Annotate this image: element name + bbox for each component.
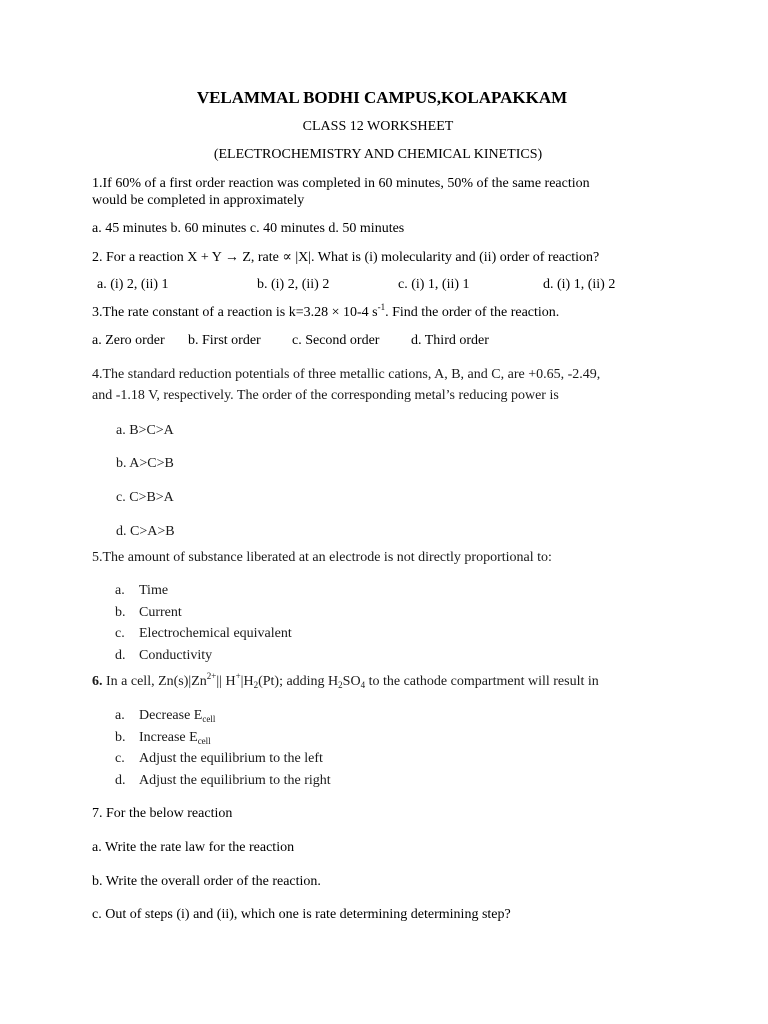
- list-marker: a.: [115, 583, 125, 598]
- class-title: CLASS 12 WORKSHEET: [302, 119, 454, 134]
- q2-text: 2. For a reaction X + Y → Z, rate ∝ |X|. What is (i) molecularity and (ii) order of reaction?: [92, 250, 600, 265]
- q6-text: [92, 673, 599, 690]
- q7-part-c: c. Out of steps (i) and (ii), which one is rate determining determining step?: [92, 907, 511, 922]
- option-text: Adjust the equilibrium to the left: [139, 751, 323, 766]
- option-text-main: Decrease E: [139, 708, 203, 723]
- q2-option-a: a. (i) 2, (ii) 1: [97, 277, 169, 292]
- q3-text-main: 3.The rate constant of a reaction is k=3.28 × 10-4 s: [92, 305, 378, 320]
- q6-text-part: In a cell, Zn(s)|Zn: [102, 674, 207, 689]
- q6-text-part: (Pt); adding H: [258, 674, 339, 689]
- option-text: Time: [139, 583, 169, 598]
- q6-subscript: 2: [253, 680, 259, 690]
- q4-line2: and -1.18 V, respectively. The order of the corresponding metal’s reducing power is: [92, 388, 559, 403]
- q6-superscript: 2+: [206, 671, 217, 681]
- q5-text: 5.The amount of substance liberated at an electrode is not directly proportional to:: [92, 550, 552, 565]
- q4-option-c: c. C>B>A: [116, 490, 174, 505]
- q3-text-superscript: -1: [377, 302, 386, 312]
- list-marker: c.: [115, 626, 125, 641]
- q6-text-part: to the cathode compartment will result in: [365, 674, 599, 689]
- list-marker: d.: [115, 647, 126, 663]
- q1-line2: would be completed in approximately: [92, 193, 305, 208]
- q3-option-a: a. Zero order: [92, 333, 165, 348]
- q3-option-b: b. First order: [188, 333, 261, 348]
- option-text-main: Increase E: [139, 729, 198, 745]
- q3-text: [92, 304, 559, 321]
- list-marker: d.: [115, 772, 126, 788]
- q1-line1: 1.If 60% of a first order reaction was completed in 60 minutes, 50% of the same reaction: [92, 176, 590, 191]
- q2-option-b: b. (i) 2, (ii) 2: [257, 277, 330, 292]
- option-subscript: cell: [197, 735, 211, 746]
- option-text: [139, 729, 211, 746]
- option-text: Conductivity: [139, 647, 213, 663]
- school-title: VELAMMAL BODHI CAMPUS,KOLAPAKKAM: [196, 88, 568, 107]
- q6-text-part: |H: [240, 674, 254, 689]
- q6-text-part: || H: [216, 674, 236, 689]
- option-text: Electrochemical equivalent: [139, 626, 292, 641]
- q2-option-d: d. (i) 1, (ii) 2: [543, 277, 616, 292]
- q7-text: 7. For the below reaction: [92, 806, 233, 821]
- q6-subscript: 4: [360, 680, 366, 690]
- q4-option-a: a. B>C>A: [116, 423, 174, 438]
- q4-line1: 4.The standard reduction potentials of three metallic cations, A, B, and C, are +0.65, -2.49,: [92, 367, 601, 382]
- q4-option-b: b. A>C>B: [116, 456, 174, 471]
- option-text: [139, 707, 215, 724]
- q6-subscript: 2: [338, 680, 343, 690]
- option-text: Adjust the equilibrium to the right: [139, 772, 331, 788]
- q1-options: a. 45 minutes b. 60 minutes c. 40 minutes d. 50 minutes: [92, 221, 405, 236]
- list-marker: b.: [115, 729, 126, 745]
- q7-part-b: b. Write the overall order of the reaction.: [92, 874, 321, 889]
- q3-option-c: c. Second order: [292, 333, 380, 348]
- q3-option-d: d. Third order: [411, 333, 489, 348]
- q4-option-d: d. C>A>B: [116, 524, 175, 539]
- subject-title: (ELECTROCHEMISTRY AND CHEMICAL KINETICS): [213, 147, 543, 162]
- q2-option-c: c. (i) 1, (ii) 1: [398, 277, 470, 292]
- q7-part-a: a. Write the rate law for the reaction: [92, 840, 295, 855]
- list-marker: b.: [115, 604, 126, 620]
- list-marker: c.: [115, 751, 125, 766]
- option-text: Current: [139, 604, 182, 620]
- q6-number: 6.: [92, 674, 103, 689]
- option-subscript: cell: [202, 714, 216, 724]
- q6-text-part: SO: [342, 674, 361, 689]
- list-marker: a.: [115, 708, 125, 723]
- q3-text-end: . Find the order of the reaction.: [385, 305, 560, 320]
- q6-superscript: +: [235, 671, 241, 681]
